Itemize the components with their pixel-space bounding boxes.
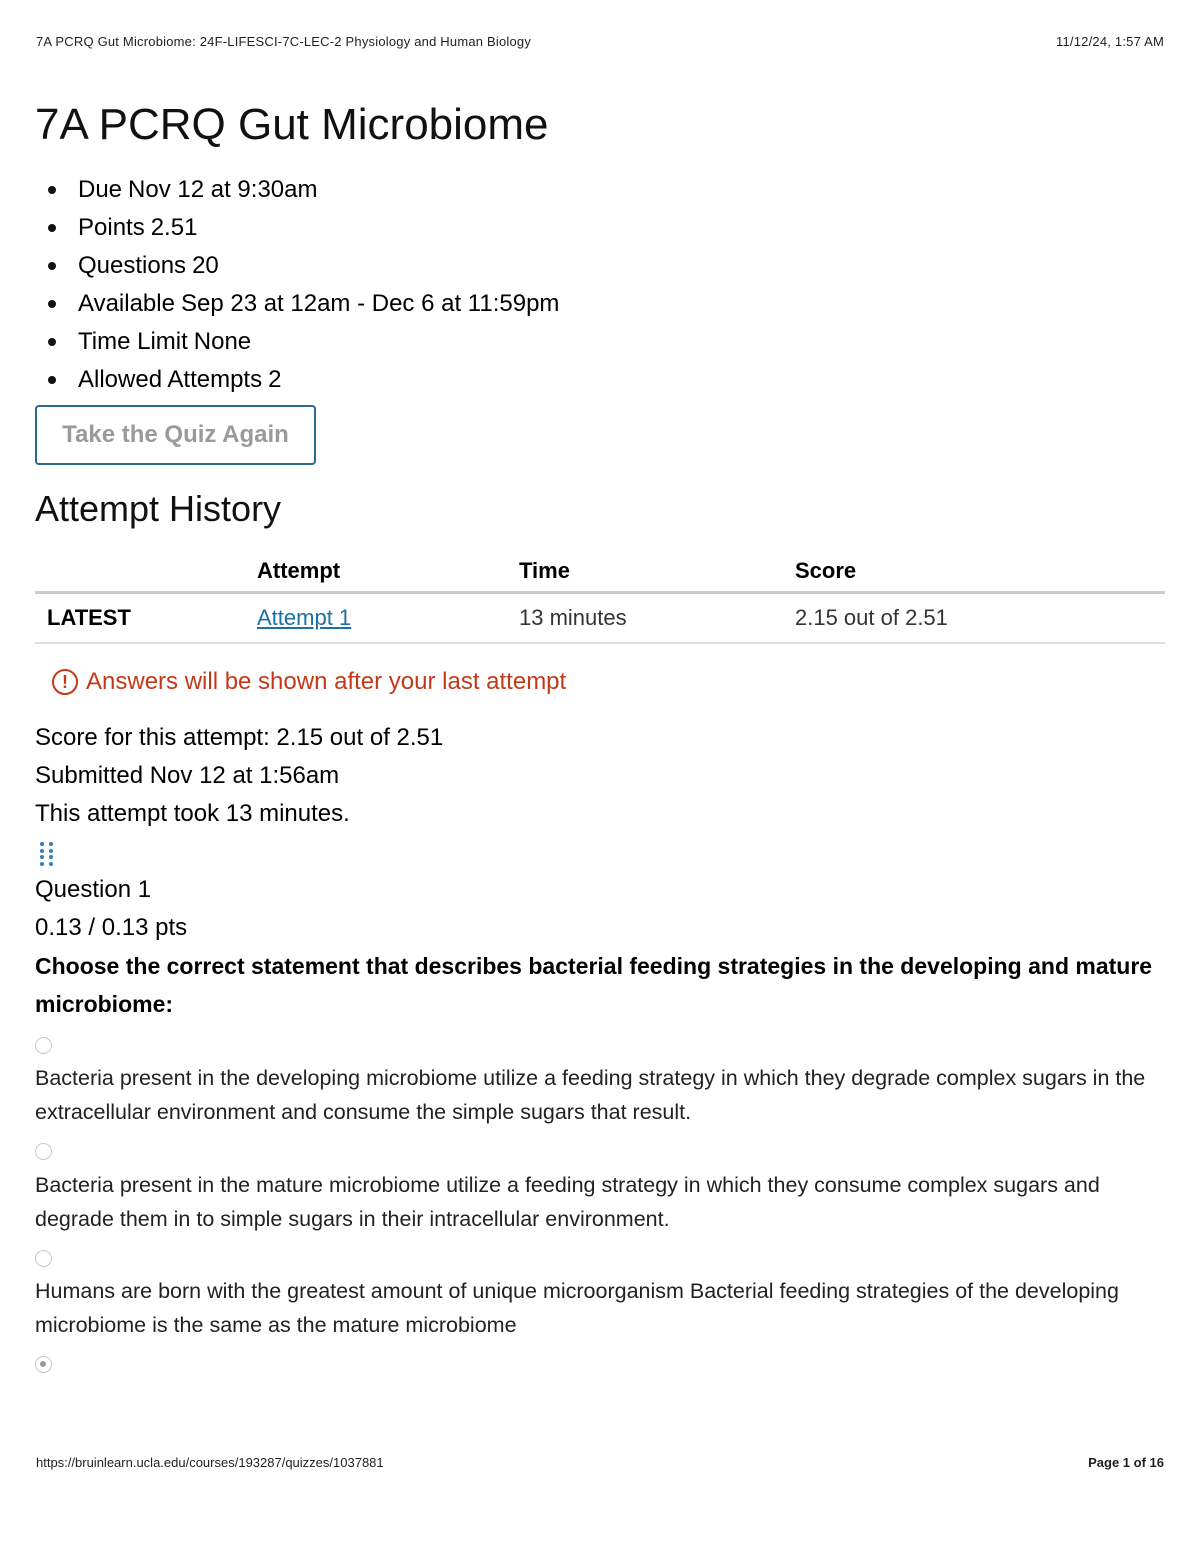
page-title: 7A PCRQ Gut Microbiome bbox=[35, 100, 549, 149]
answers-notice-text: Answers will be shown after your last attempt bbox=[86, 668, 567, 695]
alert-circle-icon: ! bbox=[52, 669, 78, 695]
bullet-icon bbox=[48, 300, 56, 308]
bullet-icon bbox=[48, 376, 56, 384]
answer-option-3: Humans are born with the greatest amount of unique microorganism Bacterial feeding strategies of the developing microbiome is the same as the mature microbiome bbox=[35, 1279, 1119, 1337]
detail-time-limit: Time Limit None bbox=[36, 323, 559, 361]
column-header-time: Time bbox=[519, 551, 795, 593]
page-number: Page 1 of 16 bbox=[1088, 1455, 1164, 1470]
bullet-icon bbox=[48, 224, 56, 232]
print-header bbox=[36, 34, 1164, 49]
attempt-score: Score for this attempt: 2.15 out of 2.51 bbox=[35, 724, 444, 751]
answer-radio-3[interactable] bbox=[35, 1250, 52, 1267]
answer-option-2: Bacteria present in the mature microbiome utilize a feeding strategy in which they consume complex sugars and degrade them in to simple sugars in their intracellular environment. bbox=[35, 1173, 1100, 1231]
column-header bbox=[35, 551, 257, 593]
print-header-timestamp: 11/12/24, 1:57 AM bbox=[1056, 34, 1164, 49]
detail-available: Available Sep 23 at 12am - Dec 6 at 11:59pm bbox=[36, 285, 559, 323]
detail-allowed-attempts: Allowed Attempts 2 bbox=[36, 361, 559, 399]
attempt-1-link[interactable]: Attempt 1 bbox=[257, 605, 352, 630]
attempt-cell bbox=[257, 593, 519, 644]
column-header-score: Score bbox=[795, 551, 1165, 593]
table-header-row bbox=[35, 551, 1165, 593]
print-footer-url: https://bruinlearn.ucla.edu/courses/193287/quizzes/1037881 bbox=[36, 1455, 384, 1470]
question-number: Question 1 bbox=[35, 876, 152, 903]
detail-questions: Questions 20 bbox=[36, 247, 559, 285]
time-cell: 13 minutes bbox=[519, 593, 795, 644]
bullet-icon bbox=[48, 338, 56, 346]
print-header-title: 7A PCRQ Gut Microbiome: 24F-LIFESCI-7C-LEC-2 Physiology and Human Biology bbox=[36, 34, 532, 49]
bullet-icon bbox=[48, 186, 56, 194]
detail-points: Points 2.51 bbox=[36, 209, 559, 247]
print-footer bbox=[36, 1455, 1164, 1470]
bullet-icon bbox=[48, 262, 56, 270]
attempt-history-table bbox=[35, 551, 1165, 644]
detail-due: Due Nov 12 at 9:30am bbox=[36, 171, 559, 209]
column-header-attempt: Attempt bbox=[257, 551, 519, 593]
attempt-submitted: Submitted Nov 12 at 1:56am bbox=[35, 762, 340, 789]
table-row bbox=[35, 593, 1165, 644]
attempt-history-heading: Attempt History bbox=[35, 488, 282, 529]
answer-option-1: Bacteria present in the developing microbiome utilize a feeding strategy in which they degrade complex sugars in the extracellular environment and consume the simple sugars that result. bbox=[35, 1066, 1146, 1124]
answer-radio-2[interactable] bbox=[35, 1143, 52, 1160]
attempt-duration: This attempt took 13 minutes. bbox=[35, 800, 350, 827]
quiz-details-list bbox=[36, 171, 559, 399]
answer-radio-4-selected[interactable] bbox=[35, 1356, 52, 1373]
answers-notice bbox=[52, 668, 566, 696]
latest-label: LATEST bbox=[35, 593, 257, 644]
question-text: Choose the correct statement that describes bacterial feeding strategies in the developing and mature microbiome: bbox=[35, 953, 1153, 1017]
question-points: 0.13 / 0.13 pts bbox=[35, 914, 188, 941]
score-cell: 2.15 out of 2.51 bbox=[795, 593, 1165, 644]
take-quiz-again-button[interactable]: Take the Quiz Again bbox=[35, 405, 316, 465]
answer-radio-1[interactable] bbox=[35, 1037, 52, 1054]
drag-handle-icon[interactable] bbox=[40, 842, 54, 866]
